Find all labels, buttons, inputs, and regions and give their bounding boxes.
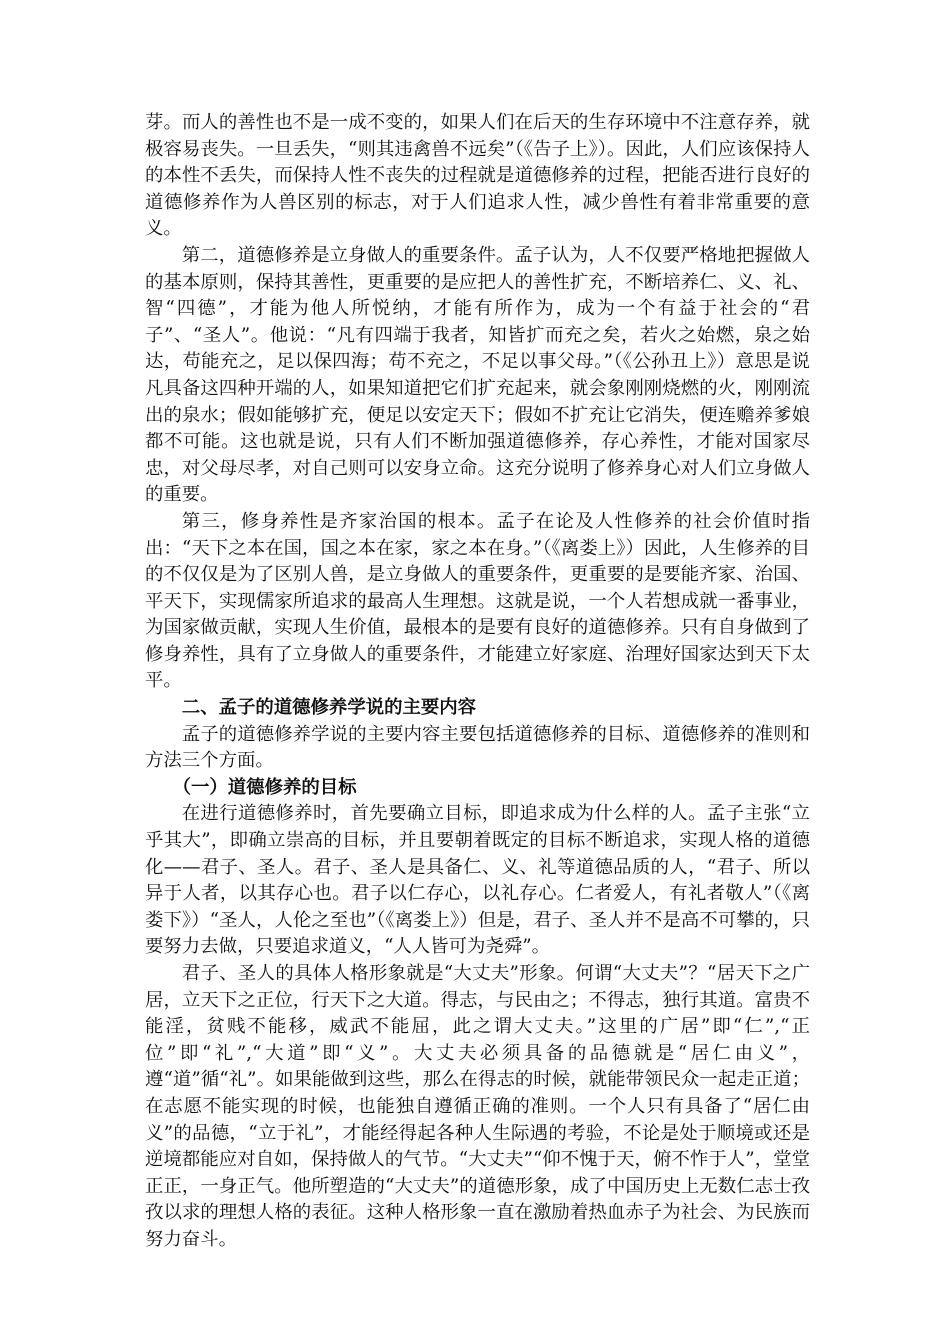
paragraph-continuation: 芽。而人的善性也不是一成不变的，如果人们在后天的生存环境中不注意存养，就极容易丧失。一旦丢失，“则其违禽兽不远矣”（《告子上》）。因此，人们应该保持人的本性不丢失，而保持人性不丧失的过程就是道德修养的过程，把能否进行良好的道德修养作为人兽区别的标志，对于人们追求人性，减少兽性有着非常重要的意义。	[145, 112, 810, 240]
paragraph-dazhangfu: 君子、圣人的具体人格形象就是“大丈夫”形象。何谓“大丈夫”？“居天下之广居，立天下之正位，行天下之大道。得志，与民由之；不得志，独行其道。富贵不能淫，贫贱不能移，威武不能屈，此之谓大丈夫。”这里的广居”即“仁”,“正位”即“礼”,“大道”即“义”。大丈夫必须具备的品德就是“居仁由义”，遵“道”循“礼”。如果能做到这些，那么在得志的时候，就能带领民众一起走正道；在志愿不能实现的时候，也能独自遵循正确的准则。一个人只有具备了“居仁由义”的品德，“立于礼”，才能经得起各种人生际遇的考验，不论是处于顺境或还是逆境都能应对自如，保持做人的气节。“大丈夫”“仰不愧于天，俯不怍于人”，堂堂正正，一身正气。他所塑造的“大丈夫”的道德形象，成了中国历史上无数仁志士孜孜以求的理想人格的表征。这种人格形象一直在激励着热血赤子为社会、为民族而努力奋斗。	[145, 963, 810, 1250]
paragraph-second-point: 第二，道德修养是立身做人的重要条件。孟子认为，人不仅要严格地把握做人的基本原则，保持其善性，更重要的是应把人的善性扩充，不断培养仁、义、礼、智“四德”，才能为他人所悦纳，才能有所作为，成为一个有益于社会的“君子”、“圣人”。他说：“凡有四端于我者，知皆扩而充之矣，若火之始燃，泉之始达，苟能充之，足以保四海；苟不充之，不足以事父母。”（《公孙丑上》）意思是说凡具备这四种开端的人，如果知道把它们扩充起来，就会象刚刚烧燃的火，刚刚流出的泉水；假如能够扩充，便足以安定天下；假如不扩充让它消失，便连赡养爹娘都不可能。这也就是说，只有人们不断加强道德修养，存心养性，才能对国家尽忠，对父母尽孝，对自己则可以安身立命。这充分说明了修养身心对人们立身做人的重要。	[145, 244, 810, 506]
paragraph-third-point: 第三，修身养性是齐家治国的根本。孟子在论及人性修养的社会价值时指出：“天下之本在国，国之本在家，家之本在身。”（《离娄上》）因此，人生修养的目的不仅仅是为了区别人兽，是立身做人的重要条件，更重要的是要能齐家、治国、平天下，实现儒家所追求的最高人生理想。这就是说，一个人若想成就一番事业，为国家做贡献，实现人生价值，最根本的是要有良好的道德修养。只有自身做到了修身养性，具有了立身做人的重要条件，才能建立好家庭、治理好国家达到天下太平。	[145, 510, 810, 692]
paragraph-section-intro: 孟子的道德修养学说的主要内容主要包括道德修养的目标、道德修养的准则和方法三个方面。	[145, 723, 810, 772]
paragraph-goal: 在进行道德修养时，首先要确立目标，即追求成为什么样的人。孟子主张“立乎其大”，即确立崇高的目标，并且要朝着既定的目标不断追求，实现人格的道德化——君子、圣人。君子、圣人是具备仁、义、礼等道德品质的人，“君子、所以异于人者，以其存心也。君子以仁存心，以礼存心。仁者爱人，有礼者敬人”（《离娄下》）“圣人，人伦之至也”（《离娄上》）但是，君子、圣人并不是高不可攀的，只要努力去做，只要追求道义，“人人皆可为尧舜”。	[145, 803, 810, 958]
subsection-heading: （一）道德修养的目标	[172, 776, 357, 798]
section-heading: 二、孟子的道德修养学说的主要内容	[181, 697, 477, 719]
document-body	[145, 110, 810, 1254]
